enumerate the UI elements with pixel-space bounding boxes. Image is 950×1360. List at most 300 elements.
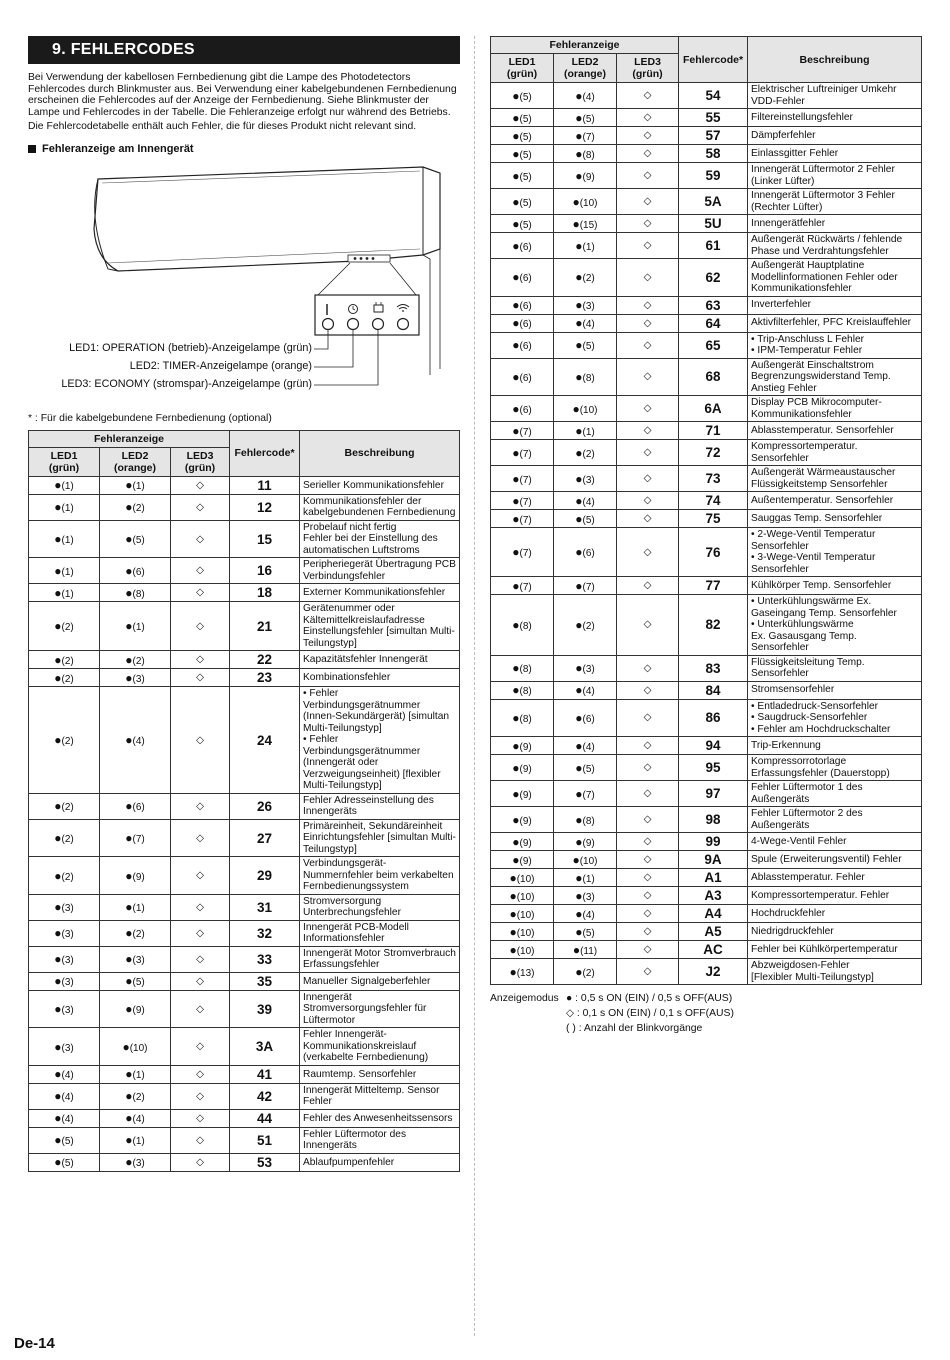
- led2-cell: [100, 558, 171, 584]
- led1-cell: [491, 163, 554, 189]
- error-description: Innengerät Lüftermotor 2 Fehler (Linker Lüfter): [748, 163, 922, 189]
- led2-cell: [554, 528, 617, 577]
- led-blink-icon: ◇: [643, 339, 652, 351]
- led-blink-icon: ◇: [196, 870, 204, 882]
- led-blink-icon: ◇: [643, 425, 652, 436]
- led-on-icon: ●: [54, 478, 62, 493]
- error-description: Gerätenummer oder Kältemittelkreislaufadresse Einstellungsfehler [simultan Multi-Teilungstyp]: [300, 602, 460, 651]
- blink-count: (8): [519, 713, 532, 725]
- table-row: [29, 687, 460, 794]
- blink-count: (8): [582, 149, 595, 161]
- led-on-icon: ●: [512, 683, 520, 697]
- led3-cell: [171, 520, 230, 558]
- blink-count: (9): [519, 837, 532, 849]
- blink-count: (2): [61, 736, 74, 748]
- led2-cell: [100, 894, 171, 920]
- led2-cell: [100, 584, 171, 602]
- error-description: Fehler Innengerät-Kommunikationskreislauf (verkabelte Fernbedienung): [300, 1028, 460, 1066]
- led-blink-icon: ◇: [643, 619, 652, 631]
- led-blink-icon: ◇: [196, 565, 204, 577]
- table-row: [491, 163, 922, 189]
- header-fehlercode: Fehlercode*: [679, 37, 748, 83]
- error-code: 68: [679, 358, 748, 396]
- footnote: * : Für die kabelgebundene Fernbedienung (optional): [28, 412, 272, 424]
- led-on-icon: ●: [125, 1133, 133, 1148]
- led-on-icon: ●: [512, 738, 520, 753]
- blink-count: (10): [516, 927, 535, 939]
- led1-cell: [491, 807, 554, 833]
- table-row: [29, 920, 460, 946]
- error-description: Kühlkörper Temp. Sensorfehler: [748, 577, 922, 595]
- led-on-icon: ●: [575, 964, 583, 979]
- led-blink-icon: ◇: [196, 734, 204, 746]
- error-code: 51: [230, 1127, 300, 1153]
- blink-count: (1): [582, 241, 595, 253]
- blink-count: (5): [519, 171, 532, 183]
- led2-cell: [554, 833, 617, 851]
- led-on-icon: ●: [575, 471, 583, 486]
- legend-blink: ◇ : 0,1 s ON (EIN) / 0,1 s OFF(AUS): [566, 1008, 734, 1019]
- subheading-text: Fehleranzeige am Innengerät: [42, 142, 194, 155]
- error-code: 86: [679, 699, 748, 737]
- error-description: Innengerät Mitteltemp. Sensor Fehler: [300, 1083, 460, 1109]
- blink-count: (9): [519, 763, 532, 775]
- led-on-icon: ●: [575, 888, 583, 903]
- blink-count: (2): [61, 802, 74, 814]
- blink-count: (6): [519, 319, 532, 330]
- led1-cell: [491, 492, 554, 510]
- error-code: 5U: [679, 215, 748, 233]
- error-description: Primäreinheit, Sekundäreinheit Einrichtungsfehler [simultan Multi-Teilungstyp]: [300, 819, 460, 857]
- error-code: 95: [679, 755, 748, 781]
- error-code: 31: [230, 894, 300, 920]
- led-on-icon: ●: [125, 1002, 133, 1017]
- table-row: [491, 492, 922, 510]
- table-row: [29, 602, 460, 651]
- led2-cell: [554, 332, 617, 358]
- error-description: Externer Kommunikationsfehler: [300, 584, 460, 602]
- blink-count: (13): [516, 967, 535, 979]
- led2-cell: [100, 520, 171, 558]
- led3-cell: [617, 869, 679, 887]
- led-on-icon: ●: [575, 270, 583, 285]
- led-on-icon: ●: [512, 471, 520, 486]
- error-code: 44: [230, 1109, 300, 1127]
- led1-cell: [491, 358, 554, 396]
- led2-cell: [554, 145, 617, 163]
- error-description: Innengerät Motor Stromverbrauch Erfassungsfehler: [300, 946, 460, 972]
- intro-paragraph-1: Bei Verwendung der kabellosen Fernbedienung gibt die Lampe des Photodetectors Fehlercodes durch Blinkmuster aus. Bei Verwendung einer kabelgebundenen Fernbedienung erscheinen die Fehlercodes auf der Anzeige der Fernbedienung. Siehe Blinkmuster der Lampe und Fehlercodes in der Tabelle. Die Fehleranzeige erfolgt nur während des Betriebs.: [28, 72, 457, 118]
- table-row: [29, 894, 460, 920]
- led1-cell: [29, 819, 100, 857]
- header-led3: LED3 (grün): [171, 447, 230, 476]
- table-row: [29, 669, 460, 687]
- led-on-icon: ●: [512, 786, 520, 801]
- header-fehleranzeige: Fehleranzeige: [491, 37, 679, 54]
- led-on-icon: ●: [512, 369, 520, 384]
- led3-cell: [171, 651, 230, 669]
- led-blink-icon: ◇: [196, 1156, 204, 1168]
- led1-cell: [491, 233, 554, 259]
- error-description: Inverterfehler: [748, 296, 922, 314]
- led-on-icon: ●: [125, 1111, 133, 1126]
- blink-count: (3): [61, 1005, 74, 1017]
- led3-cell: [171, 558, 230, 584]
- led-on-icon: ●: [575, 511, 583, 526]
- led1-cell: [491, 145, 554, 163]
- blink-count: (4): [132, 1114, 145, 1126]
- led-blink-icon: ◇: [643, 513, 652, 524]
- led1-cell: [491, 923, 554, 941]
- led1-cell: [29, 920, 100, 946]
- blink-count: (4): [61, 1070, 74, 1082]
- display-mode-legend: [490, 991, 922, 1036]
- error-code: 58: [679, 145, 748, 163]
- led2-cell: [100, 651, 171, 669]
- led-on-icon: ●: [125, 733, 133, 748]
- error-code: 82: [679, 595, 748, 656]
- blink-count: (1): [61, 535, 74, 547]
- led2-cell: [554, 595, 617, 656]
- blink-count: (4): [582, 686, 595, 697]
- error-description: • 2-Wege-Ventil Temperatur Sensorfehler • 3-Wege-Ventil Temperatur Sensorfehler: [748, 528, 922, 577]
- table-row: [29, 476, 460, 494]
- led-blink-icon: ◇: [196, 501, 204, 513]
- led2-cell: [554, 109, 617, 127]
- led1-cell: [491, 595, 554, 656]
- table-row: [29, 1065, 460, 1083]
- led-blink-icon: ◇: [643, 662, 652, 674]
- led1-cell: [29, 1065, 100, 1083]
- led3-cell: [617, 510, 679, 528]
- led-on-icon: ●: [572, 401, 580, 416]
- error-code: 73: [679, 466, 748, 492]
- led2-cell: [554, 296, 617, 314]
- blink-count: (7): [519, 448, 532, 460]
- led-blink-icon: ◇: [196, 953, 204, 965]
- table-row: [491, 941, 922, 959]
- error-description: Flüssigkeitsleitung Temp. Sensorfehler: [748, 655, 922, 681]
- error-description: Außengerät Hauptplatine Modellinformationen Fehler oder Kommunikationsfehler: [748, 259, 922, 297]
- error-code: 9A: [679, 851, 748, 869]
- error-code-table-left: [28, 430, 460, 1172]
- led1-cell: [491, 259, 554, 297]
- led3-cell: [617, 127, 679, 145]
- left-column: [28, 36, 460, 1172]
- blink-count: (4): [582, 319, 595, 330]
- led-on-icon: ●: [575, 812, 583, 827]
- led-on-icon: ●: [125, 532, 133, 547]
- led-on-icon: ●: [509, 942, 517, 957]
- led-on-icon: ●: [512, 216, 520, 231]
- led2-cell: [100, 946, 171, 972]
- led1-label: LED1: OPERATION (betrieb)-Anzeigelampe (grün): [69, 341, 312, 354]
- led-blink-icon: ◇: [196, 654, 204, 666]
- table-row: [491, 510, 922, 528]
- led-on-icon: ●: [575, 88, 583, 103]
- led-blink-icon: ◇: [643, 271, 652, 283]
- led3-cell: [617, 259, 679, 297]
- led1-cell: [29, 857, 100, 895]
- error-code: 71: [679, 422, 748, 440]
- error-code: 42: [230, 1083, 300, 1109]
- led3-cell: [171, 972, 230, 990]
- led-on-icon: ●: [572, 216, 580, 231]
- legend-count: ( ) : Anzahl der Blinkvorgänge: [566, 1023, 703, 1034]
- error-description: • Fehler Verbindungsgerätnummer (Innen-Sekundärgerät) [simultan Multi-Teilungstyp] • Fehler Verbindungsgerätnummer (Innengerät oder Verzweigungseinheit) [flexibler Multi-Teilungstyp]: [300, 687, 460, 794]
- table-row: [491, 296, 922, 314]
- led2-cell: [100, 476, 171, 494]
- error-code: 15: [230, 520, 300, 558]
- led-blink-icon: ◇: [643, 908, 652, 919]
- led2-cell: [554, 755, 617, 781]
- led1-cell: [491, 681, 554, 699]
- table-row: [491, 807, 922, 833]
- error-description: Verbindungsgerät-Nummernfehler beim verkabelten Fernbedienungssystem: [300, 857, 460, 895]
- led-on-icon: ●: [125, 926, 133, 941]
- led2-cell: [100, 687, 171, 794]
- header-led1: LED1 (grün): [29, 447, 100, 476]
- error-description: Ablaufpumpenfehler: [300, 1153, 460, 1171]
- led-blink-icon: ◇: [196, 1112, 204, 1124]
- blink-count: (1): [132, 1070, 145, 1082]
- led-on-icon: ●: [125, 619, 133, 634]
- error-code: A1: [679, 869, 748, 887]
- error-description: Fehler Adresseinstellung des Innengeräts: [300, 793, 460, 819]
- led-blink-icon: ◇: [643, 854, 652, 865]
- led3-cell: [617, 699, 679, 737]
- error-code: A5: [679, 923, 748, 941]
- blink-count: (8): [519, 664, 532, 675]
- table-row: [491, 905, 922, 923]
- table-row: [29, 1109, 460, 1127]
- led-blink-icon: ◇: [643, 299, 652, 311]
- error-description: Ablasstemperatur. Fehler: [748, 869, 922, 887]
- led-on-icon: ●: [572, 852, 580, 867]
- led2-cell: [100, 793, 171, 819]
- blink-count: (1): [61, 481, 74, 493]
- table-row: [491, 109, 922, 127]
- led-on-icon: ●: [575, 493, 583, 508]
- led3-cell: [617, 440, 679, 466]
- led1-cell: [29, 1127, 100, 1153]
- table-row: [29, 1083, 460, 1109]
- blink-count: (5): [132, 977, 145, 989]
- table-row: [491, 396, 922, 422]
- blink-count: (1): [61, 588, 74, 600]
- error-description: Innengerät Stromversorgungsfehler für Lüftermotor: [300, 990, 460, 1028]
- led-on-icon: ●: [125, 868, 133, 883]
- led-on-icon: ●: [575, 238, 583, 253]
- led1-cell: [491, 655, 554, 681]
- error-code: 12: [230, 494, 300, 520]
- led3-cell: [171, 669, 230, 687]
- blink-count: (2): [61, 673, 74, 685]
- blink-count: (1): [132, 903, 145, 915]
- led-on-icon: ●: [512, 423, 520, 438]
- table-row: [491, 869, 922, 887]
- error-description: Fehler Lüftermotor des Innengeräts: [300, 1127, 460, 1153]
- led-on-icon: ●: [512, 338, 520, 352]
- led-on-icon: ●: [512, 270, 520, 285]
- blink-count: (6): [519, 341, 532, 352]
- blink-count: (3): [61, 955, 74, 967]
- blink-count: (10): [579, 197, 598, 209]
- blink-count: (4): [582, 91, 595, 103]
- blink-count: (10): [579, 855, 598, 867]
- led-on-icon: ●: [54, 1155, 62, 1170]
- table-row: [491, 528, 922, 577]
- led3-cell: [171, 894, 230, 920]
- led-on-icon: ●: [512, 511, 520, 526]
- led-on-icon: ●: [575, 168, 583, 183]
- error-code: 98: [679, 807, 748, 833]
- led-blink-icon: ◇: [196, 479, 204, 491]
- led-on-icon: ●: [125, 799, 133, 814]
- led3-cell: [617, 296, 679, 314]
- led-on-icon: ●: [54, 532, 62, 547]
- led-on-icon: ●: [509, 924, 517, 939]
- led-on-icon: ●: [575, 661, 583, 675]
- led2-cell: [554, 466, 617, 492]
- led3-cell: [617, 737, 679, 755]
- blink-count: (6): [582, 713, 595, 725]
- led-on-icon: ●: [125, 563, 133, 578]
- error-description: Stromsensorfehler: [748, 681, 922, 699]
- led-on-icon: ●: [54, 733, 62, 748]
- led1-cell: [491, 510, 554, 528]
- led-on-icon: ●: [512, 760, 520, 775]
- led-on-icon: ●: [54, 1089, 62, 1104]
- led-on-icon: ●: [575, 834, 583, 849]
- table-row: [491, 189, 922, 215]
- blink-count: (1): [582, 873, 595, 885]
- led2-cell: [554, 923, 617, 941]
- error-code: 39: [230, 990, 300, 1028]
- error-code: 74: [679, 492, 748, 510]
- blink-count: (8): [582, 372, 595, 384]
- led1-cell: [491, 851, 554, 869]
- led-blink-icon: ◇: [196, 672, 204, 684]
- led-on-icon: ●: [512, 545, 520, 559]
- led2-label: LED2: TIMER-Anzeigelampe (orange): [129, 359, 312, 372]
- error-code: 77: [679, 577, 748, 595]
- table-row: [491, 699, 922, 737]
- led1-cell: [491, 577, 554, 595]
- led-blink-icon: ◇: [643, 684, 652, 696]
- blink-count: (7): [519, 581, 532, 593]
- led-on-icon: ●: [125, 1155, 133, 1170]
- blink-count: (10): [516, 909, 535, 921]
- led3-label: LED3: ECONOMY (stromspar)-Anzeigelampe (grün): [61, 377, 312, 390]
- blink-count: (6): [519, 273, 532, 285]
- error-description: Kompressortemperatur. Sensorfehler: [748, 440, 922, 466]
- led-blink-icon: ◇: [196, 800, 204, 812]
- error-code: 59: [679, 163, 748, 189]
- error-code: 26: [230, 793, 300, 819]
- led3-cell: [171, 1109, 230, 1127]
- error-description: Manueller Signalgeberfehler: [300, 972, 460, 990]
- led2-cell: [100, 857, 171, 895]
- error-code: A3: [679, 887, 748, 905]
- blink-count: (8): [132, 588, 145, 600]
- error-code: 65: [679, 332, 748, 358]
- led1-cell: [29, 476, 100, 494]
- blink-count: (6): [132, 566, 145, 578]
- led3-cell: [171, 819, 230, 857]
- error-code: 83: [679, 655, 748, 681]
- table-row: [29, 819, 460, 857]
- led2-cell: [554, 941, 617, 959]
- error-code: 94: [679, 737, 748, 755]
- led-on-icon: ●: [512, 710, 520, 725]
- error-code-table-right: [490, 36, 922, 985]
- table-row: [491, 887, 922, 905]
- led3-cell: [617, 189, 679, 215]
- blink-count: (6): [519, 372, 532, 384]
- led3-cell: [617, 577, 679, 595]
- led-on-icon: ●: [575, 298, 583, 312]
- error-description: Serieller Kommunikationsfehler: [300, 476, 460, 494]
- led-on-icon: ●: [575, 617, 583, 632]
- led3-cell: [617, 396, 679, 422]
- led-on-icon: ●: [572, 194, 580, 209]
- blink-count: (7): [519, 548, 532, 559]
- led1-cell: [29, 972, 100, 990]
- indoor-unit-illustration: [28, 159, 460, 409]
- led1-cell: [29, 520, 100, 558]
- led-on-icon: ●: [575, 710, 583, 725]
- led1-cell: [29, 1153, 100, 1171]
- table-row: [29, 857, 460, 895]
- blink-count: (10): [129, 1042, 148, 1054]
- error-description: • Unterkühlungswärme Ex. Gaseingang Temp. Sensorfehler • Unterkühlungswärme Ex. Gasausgang Temp. Sensorfehler: [748, 595, 922, 656]
- led1-cell: [491, 737, 554, 755]
- led3-cell: [617, 887, 679, 905]
- error-code: 21: [230, 602, 300, 651]
- error-description: Sauggas Temp. Sensorfehler: [748, 510, 922, 528]
- led1-cell: [491, 905, 554, 923]
- error-code: 33: [230, 946, 300, 972]
- blink-count: (10): [516, 873, 535, 885]
- led2-cell: [554, 259, 617, 297]
- table-row: [491, 851, 922, 869]
- error-description: Fehler Lüftermotor 2 des Außengeräts: [748, 807, 922, 833]
- led1-cell: [29, 584, 100, 602]
- led-on-icon: ●: [125, 670, 133, 685]
- blink-count: (9): [132, 871, 145, 883]
- led3-cell: [617, 833, 679, 851]
- blink-count: (3): [132, 673, 145, 685]
- error-code: 18: [230, 584, 300, 602]
- led1-cell: [491, 215, 554, 233]
- error-description: • Entladedruck-Sensorfehler • Saugdruck-Sensorfehler • Fehler am Hochdruckschalter: [748, 699, 922, 737]
- led-blink-icon: ◇: [643, 546, 652, 558]
- blink-count: (2): [582, 620, 595, 632]
- led-on-icon: ●: [509, 964, 517, 979]
- led2-cell: [554, 440, 617, 466]
- led-blink-icon: ◇: [196, 927, 204, 939]
- blink-count: (5): [582, 341, 595, 352]
- column-divider: [474, 36, 475, 1336]
- led3-cell: [617, 233, 679, 259]
- led3-cell: [171, 1153, 230, 1171]
- error-code: 97: [679, 781, 748, 807]
- led1-cell: [29, 602, 100, 651]
- led3-cell: [617, 755, 679, 781]
- blink-count: (5): [519, 219, 532, 231]
- led-on-icon: ●: [54, 500, 62, 515]
